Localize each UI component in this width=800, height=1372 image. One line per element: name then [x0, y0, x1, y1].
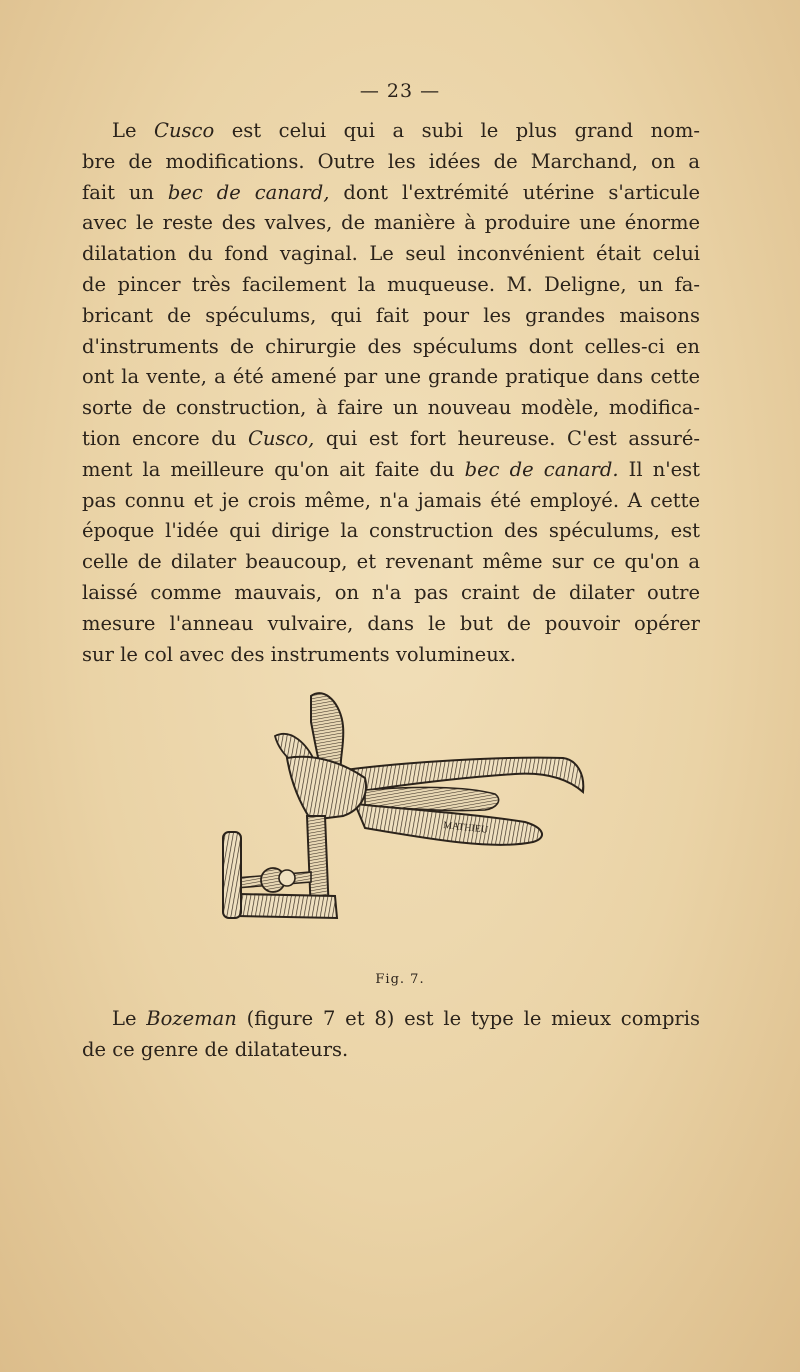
- speculum-illustration: [215, 682, 595, 932]
- text-line: ment la meilleure qu'on ait faite du bec de canard. Il n'est: [82, 457, 700, 481]
- text-line: de ce genre de dilatateurs.: [82, 1037, 349, 1061]
- text-line: avec le reste des valves, de manière à produire une énorme: [82, 211, 700, 235]
- text-line: laissé comme mauvais, on n'a pas craint de dilater outre: [82, 580, 700, 604]
- text-line: bricant de spéculums, qui fait pour les grandes maisons: [82, 303, 700, 327]
- text-line: bre de modifications. Outre les idées de Marchand, on a: [82, 149, 700, 173]
- page-number: — 23 —: [359, 80, 441, 102]
- text-line: d'instruments de chirurgie des spéculums dont celles-ci en: [82, 334, 700, 358]
- paragraph-bozeman: [82, 1004, 700, 1066]
- text-line: époque l'idée qui dirige la construction des spéculums, est: [82, 519, 700, 543]
- text-line: tion encore du Cusco, qui est fort heureuse. C'est assuré-: [82, 426, 700, 450]
- text-line: pas connu et je crois même, n'a jamais été employé. A cette: [82, 488, 700, 512]
- speculum-engraving-icon: [215, 682, 595, 932]
- text-line: sur le col avec des instruments volumineux.: [82, 642, 516, 666]
- figure-caption: Fig. 7.: [375, 972, 425, 987]
- text-line: celle de dilater beaucoup, et revenant même sur ce qu'on a: [82, 550, 700, 574]
- svg-text:MATHIEU: MATHIEU: [442, 820, 489, 836]
- text-line: Le Bozeman (figure 7 et 8) est le type le mieux compris: [112, 1007, 700, 1030]
- text-line: ont la vente, a été amené par une grande pratique dans cette: [82, 365, 700, 389]
- text-line: dilatation du fond vaginal. Le seul inconvénient était celui: [82, 242, 700, 266]
- text-line: fait un bec de canard, dont l'extrémité utérine s'articule: [82, 180, 700, 204]
- paragraph-cusco: [82, 116, 700, 670]
- text-line: mesure l'anneau vulvaire, dans le but de pouvoir opérer: [82, 611, 700, 635]
- text-line: sorte de construction, à faire un nouveau modèle, modifica-: [82, 396, 700, 420]
- text-line: de pincer très facilement la muqueuse. M. Deligne, un fa-: [82, 272, 700, 296]
- text-line: Le Cusco est celui qui a subi le plus grand nom-: [112, 119, 700, 142]
